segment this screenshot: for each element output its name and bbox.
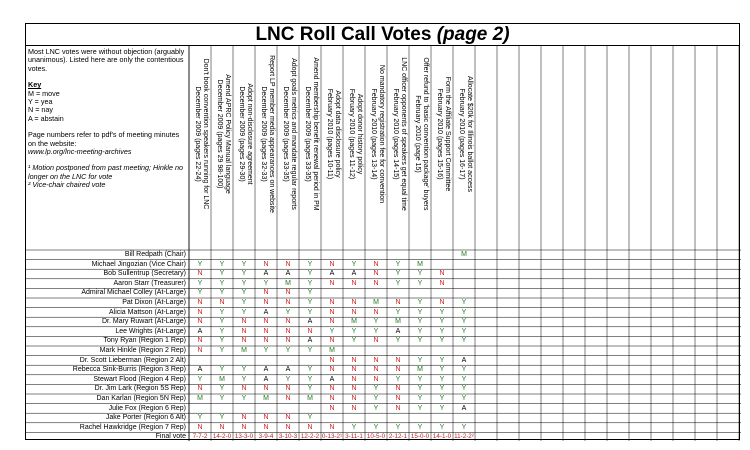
pages-note: Page numbers refer to pdf's of meeting minutes on the website: bbox=[28, 130, 180, 148]
vote-cell: N bbox=[329, 385, 335, 393]
vote-cell: N bbox=[373, 375, 379, 383]
vote-cell: A bbox=[395, 327, 401, 335]
vote-cell: Y bbox=[241, 279, 247, 287]
final-vote-tally: 3-11-1 bbox=[345, 433, 363, 441]
vote-cell: N bbox=[197, 347, 203, 354]
vote-cell: Y bbox=[307, 375, 313, 383]
vote-cell: Y bbox=[219, 279, 225, 287]
roll-call-sheet bbox=[25, 23, 740, 440]
vote-cell: N bbox=[373, 356, 379, 364]
vote-cell: N bbox=[329, 366, 335, 374]
vote-cell: N bbox=[197, 385, 203, 393]
vote-cell: M bbox=[351, 318, 357, 326]
vote-header: No mandatory registration fee for convention February 2010 (pages 13-14) bbox=[370, 64, 385, 204]
member-name: Dr. Jim Lark (Region 5S Rep) bbox=[94, 385, 186, 393]
vote-cell: Y bbox=[373, 327, 379, 335]
vote-cell: N bbox=[329, 356, 335, 364]
vote-cell: Y bbox=[439, 366, 445, 374]
vote-cell: Y bbox=[395, 308, 401, 316]
vote-cell: N bbox=[439, 279, 445, 287]
vote-cell: M bbox=[461, 251, 467, 258]
vote-cell: Y bbox=[307, 270, 313, 278]
key-move: M = move bbox=[28, 88, 60, 98]
vote-cell: N bbox=[285, 289, 291, 297]
vote-cell: A bbox=[329, 375, 335, 383]
vote-cell: N bbox=[329, 299, 335, 306]
vote-cell: Y bbox=[395, 270, 401, 278]
key-yea: Y = yea bbox=[28, 97, 53, 107]
vote-cell: Y bbox=[285, 375, 291, 383]
vote-cell: N bbox=[263, 299, 269, 306]
vote-cell: N bbox=[351, 356, 357, 364]
member-name: Rachel Hawkridge (Region 7 Rep) bbox=[79, 423, 186, 431]
vote-cell: Y bbox=[197, 260, 203, 268]
vote-cell: Y bbox=[351, 337, 357, 345]
vote-cell: N bbox=[241, 318, 247, 326]
vote-cell: Y bbox=[329, 327, 335, 335]
final-vote-tally: 2-12-1 bbox=[388, 433, 408, 441]
page-title: LNC Roll Call Votes (page 2) bbox=[26, 24, 739, 46]
final-vote-tally: 15-0-0 bbox=[410, 433, 430, 441]
vote-cell: N bbox=[285, 318, 291, 326]
vote-cell: N bbox=[197, 308, 203, 316]
vote-cell: N bbox=[241, 423, 247, 431]
vote-cell: Y bbox=[417, 375, 423, 383]
vote-cell: N bbox=[395, 356, 401, 364]
member-name: Mark Hinkle (Region 2 Rep) bbox=[99, 347, 186, 354]
vote-cell: N bbox=[373, 308, 379, 316]
vote-cell: A bbox=[461, 356, 467, 364]
member-name: Lee Wrights (At-Large) bbox=[115, 327, 186, 335]
vote-cell: N bbox=[329, 395, 335, 402]
vote-cell: N bbox=[241, 337, 247, 345]
member-name: Pat Dixon (At-Large) bbox=[122, 299, 186, 306]
vote-cell: Y bbox=[197, 289, 203, 297]
vote-cell: Y bbox=[197, 414, 203, 422]
vote-header: Adopt donor history policy February 2010 (pages 11-12) bbox=[348, 88, 363, 180]
vote-header: Adopt non-disclosure agreement December 2009 (pages 29-30) bbox=[238, 83, 253, 185]
final-vote-tally: 7-7-2 bbox=[192, 433, 208, 441]
vote-cell: N bbox=[263, 318, 269, 326]
member-name: Rebecca Sink-Burris (Region 3 Rep) bbox=[72, 366, 186, 374]
vote-cell: Y bbox=[197, 375, 203, 383]
vote-cell: N bbox=[373, 270, 379, 278]
vote-cell: A bbox=[351, 270, 357, 278]
vote-cell: N bbox=[263, 327, 269, 335]
vote-cell: Y bbox=[219, 308, 225, 316]
vote-header: Don't book convention speakers running for LNC December 2009 (pages 22-24) bbox=[194, 58, 209, 210]
vote-cell: M bbox=[241, 347, 247, 354]
vote-cell: N bbox=[197, 337, 203, 345]
vote-cell: N bbox=[285, 260, 291, 268]
vote-cell: Y bbox=[307, 289, 313, 297]
vote-cell: N bbox=[285, 337, 291, 345]
member-name: Bob Sullentrup (Secretary) bbox=[103, 270, 186, 278]
vote-cell: A bbox=[263, 366, 269, 374]
vote-cell: Y bbox=[219, 270, 225, 278]
vote-cell: M bbox=[373, 299, 379, 306]
vote-cell: N bbox=[329, 279, 335, 287]
vote-cell: Y bbox=[461, 385, 467, 393]
vote-cell: Y bbox=[417, 270, 423, 278]
vote-cell: Y bbox=[219, 414, 225, 422]
vote-cell: N bbox=[351, 395, 357, 402]
vote-cell: N bbox=[307, 423, 313, 431]
vote-cell: N bbox=[329, 308, 335, 316]
vote-cell: N bbox=[395, 366, 401, 374]
final-vote-tally: 10-5-0 bbox=[366, 433, 386, 441]
vote-cell: A bbox=[197, 327, 203, 335]
member-name: Dr. Scott Lieberman (Region 2 Alt) bbox=[79, 356, 186, 364]
vote-cell: N bbox=[351, 279, 357, 287]
vote-cell: Y bbox=[373, 404, 379, 412]
vote-cell: N bbox=[307, 327, 313, 335]
vote-cell: N bbox=[439, 299, 445, 306]
vote-cell: Y bbox=[439, 327, 445, 335]
vote-cell: A bbox=[461, 404, 467, 412]
vote-cell: N bbox=[263, 385, 269, 393]
vote-cell: Y bbox=[351, 423, 357, 431]
vote-cell: A bbox=[285, 366, 291, 374]
vote-cell: Y bbox=[219, 385, 225, 393]
vote-cell: N bbox=[197, 299, 203, 306]
vote-cell: N bbox=[197, 270, 203, 278]
vote-cell: Y bbox=[219, 260, 225, 268]
vote-cell: Y bbox=[395, 279, 401, 287]
vote-cell: Y bbox=[219, 347, 225, 354]
vote-cell: M bbox=[307, 395, 313, 402]
vote-cell: Y bbox=[307, 347, 313, 354]
vote-cell: N bbox=[373, 260, 379, 268]
vote-cell: Y bbox=[461, 327, 467, 335]
vote-cell: Y bbox=[417, 308, 423, 316]
member-name: Tony Ryan (Region 1 Rep) bbox=[103, 337, 186, 345]
vote-cell: N bbox=[351, 366, 357, 374]
vote-cell: Y bbox=[219, 395, 225, 402]
vote-cell: N bbox=[329, 337, 335, 345]
vote-cell: N bbox=[285, 299, 291, 306]
vote-cell: N bbox=[241, 327, 247, 335]
vote-cell: Y bbox=[285, 308, 291, 316]
member-name: Admiral Michael Colley (At-Large) bbox=[81, 289, 186, 297]
vote-cell: Y bbox=[307, 385, 313, 393]
vote-cell: N bbox=[351, 299, 357, 306]
key-heading: Key bbox=[28, 80, 42, 90]
vote-cell: Y bbox=[461, 299, 467, 306]
vote-cell: Y bbox=[263, 279, 269, 287]
vote-cell: Y bbox=[461, 395, 467, 402]
vote-cell: A bbox=[263, 270, 269, 278]
vote-cell: Y bbox=[417, 337, 423, 345]
member-name: Dr. Mary Ruwart (At-Large) bbox=[101, 318, 186, 326]
vote-cell: Y bbox=[373, 385, 379, 393]
member-name: Aaron Starr (Treasurer) bbox=[113, 279, 186, 287]
vote-cell: Y bbox=[219, 289, 225, 297]
vote-cell: Y bbox=[417, 356, 423, 364]
vote-cell: A bbox=[307, 318, 313, 326]
vote-cell: M bbox=[417, 366, 423, 374]
final-vote-tally: 0-13-2¹ bbox=[321, 433, 343, 441]
vote-cell: N bbox=[241, 414, 247, 422]
final-vote-tally: 12-2-2 bbox=[300, 433, 320, 441]
vote-cell: Y bbox=[439, 375, 445, 383]
vote-cell: N bbox=[373, 366, 379, 374]
vote-cell: Y bbox=[373, 395, 379, 402]
vote-cell: N bbox=[329, 318, 335, 326]
vote-header: Amend APRC Policy Manual language December 2009 (pages 29 98-100) bbox=[216, 74, 231, 194]
vote-cell: Y bbox=[461, 375, 467, 383]
vote-cell: N bbox=[351, 385, 357, 393]
vote-header: Report LP member media appearances on website December 2009 (pages 32-33) bbox=[260, 55, 275, 213]
vote-cell: Y bbox=[373, 318, 379, 326]
vote-cell: M bbox=[197, 395, 203, 402]
vote-header: LNC officer opponents of speakers get equal time February 2010 (pages 14-15) bbox=[392, 57, 407, 211]
vote-cell: Y bbox=[439, 423, 445, 431]
vote-cell: Y bbox=[241, 308, 247, 316]
vote-cell: N bbox=[263, 337, 269, 345]
vote-header: Allocate $20k for Illinois ballot access February 2010 (pages 16-17) bbox=[458, 76, 473, 192]
vote-cell: N bbox=[329, 404, 335, 412]
vote-cell: N bbox=[285, 327, 291, 335]
footnote-1: ¹ Motion postponed from past meeting; Hinkle no longer on the LNC for vote bbox=[28, 163, 184, 181]
key-abstain: A = abstain bbox=[28, 113, 64, 123]
vote-cell: N bbox=[329, 423, 335, 431]
vote-cell: Y bbox=[373, 423, 379, 431]
vote-cell: N bbox=[329, 260, 335, 268]
vote-cell: Y bbox=[395, 260, 401, 268]
vote-cell: N bbox=[439, 270, 445, 278]
vote-cell: Y bbox=[307, 279, 313, 287]
vote-cell: A bbox=[263, 308, 269, 316]
vote-cell: N bbox=[395, 404, 401, 412]
vote-cell: M bbox=[329, 347, 335, 354]
vote-cell: Y bbox=[417, 423, 423, 431]
vote-header: Amend membership benefit renewal period in PM December 2009 (pages 33-35) bbox=[304, 57, 319, 211]
vote-cell: N bbox=[395, 385, 401, 393]
vote-cell: Y bbox=[241, 375, 247, 383]
vote-cell: N bbox=[219, 299, 225, 306]
vote-cell: Y bbox=[417, 279, 423, 287]
vote-cell: Y bbox=[307, 299, 313, 306]
key-nay: N = nay bbox=[28, 105, 53, 115]
vote-cell: Y bbox=[219, 327, 225, 335]
vote-cell: Y bbox=[439, 308, 445, 316]
vote-cell: Y bbox=[417, 385, 423, 393]
vote-cell: Y bbox=[461, 337, 467, 345]
vote-cell: Y bbox=[439, 356, 445, 364]
vote-header: Form the Affiliate Support Committee February 2010 (pages 15-16) bbox=[436, 76, 451, 192]
vote-cell: Y bbox=[461, 308, 467, 316]
vote-cell: Y bbox=[241, 395, 247, 402]
vote-cell: N bbox=[395, 299, 401, 306]
vote-cell: M bbox=[417, 260, 423, 268]
vote-cell: Y bbox=[439, 395, 445, 402]
final-vote-tally: 11-2-2² bbox=[454, 433, 474, 441]
vote-cell: Y bbox=[439, 337, 445, 345]
vote-cell: Y bbox=[307, 366, 313, 374]
vote-cell: Y bbox=[417, 299, 423, 306]
vote-header: Offer refund to 'basic convention package' buyers February 2010 (page 15) bbox=[414, 57, 429, 211]
intro-note: Most LNC votes were without objection (arguably unanimous). Listed here are only the contentious votes. bbox=[28, 47, 185, 73]
vote-cell: N bbox=[263, 260, 269, 268]
vote-cell: A bbox=[263, 375, 269, 383]
member-name: Julie Fox (Region 6 Rep) bbox=[108, 404, 186, 412]
vote-cell: N bbox=[373, 337, 379, 345]
vote-cell: Y bbox=[395, 337, 401, 345]
vote-cell: M bbox=[263, 395, 269, 402]
member-name: Jake Porter (Region 6 Alt) bbox=[105, 414, 186, 422]
vote-cell: Y bbox=[241, 366, 247, 374]
vote-cell: Y bbox=[417, 404, 423, 412]
member-name: Dan Karlan (Region 5N Rep) bbox=[96, 395, 186, 402]
vote-cell: N bbox=[197, 318, 203, 326]
vote-header: Adopt goals metrics and mandate regular reports December 2009 (pages 33-35) bbox=[282, 58, 297, 210]
vote-cell: N bbox=[373, 279, 379, 287]
vote-cell: N bbox=[285, 414, 291, 422]
vote-cell: N bbox=[285, 385, 291, 393]
vote-cell: M bbox=[219, 375, 225, 383]
vote-cell: A bbox=[197, 366, 203, 374]
vote-cell: A bbox=[329, 270, 335, 278]
vote-cell: M bbox=[285, 279, 291, 287]
vote-cell: N bbox=[263, 289, 269, 297]
final-vote-tally: 14-1-0 bbox=[432, 433, 452, 441]
vote-cell: N bbox=[263, 414, 269, 422]
vote-cell: N bbox=[197, 423, 203, 431]
vote-cell: N bbox=[219, 423, 225, 431]
final-vote-label: Final vote bbox=[155, 433, 186, 441]
vote-cell: Y bbox=[219, 318, 225, 326]
vote-cell: Y bbox=[241, 299, 247, 306]
vote-cell: Y bbox=[439, 318, 445, 326]
vote-cell: Y bbox=[219, 366, 225, 374]
final-vote-tally: 14-2-0 bbox=[212, 433, 232, 441]
vote-cell: N bbox=[285, 423, 291, 431]
vote-cell: Y bbox=[417, 318, 423, 326]
vote-cell: Y bbox=[263, 347, 269, 354]
final-vote-tally: 3-10-3 bbox=[278, 433, 298, 441]
vote-cell: N bbox=[395, 395, 401, 402]
vote-cell: Y bbox=[461, 423, 467, 431]
member-name: Stewart Flood (Region 4 Rep) bbox=[93, 375, 186, 383]
vote-cell: Y bbox=[307, 260, 313, 268]
vote-cell: N bbox=[285, 395, 291, 402]
vote-cell: Y bbox=[439, 404, 445, 412]
member-name: Bill Redpath (Chair) bbox=[124, 251, 186, 258]
vote-cell: Y bbox=[241, 260, 247, 268]
vote-cell: Y bbox=[307, 308, 313, 316]
vote-cell: N bbox=[241, 385, 247, 393]
vote-cell: M bbox=[395, 318, 401, 326]
vote-cell: Y bbox=[395, 423, 401, 431]
vote-cell: Y bbox=[197, 279, 203, 287]
member-name: Alicia Mattson (At-Large) bbox=[108, 308, 186, 316]
vote-cell: N bbox=[351, 375, 357, 383]
website-link[interactable]: www.lp.org/lnc-meeting-archives bbox=[28, 147, 132, 157]
vote-cell: Y bbox=[351, 260, 357, 268]
vote-cell: Y bbox=[395, 375, 401, 383]
footnote-2: ² Vice-chair chaired vote bbox=[28, 180, 106, 190]
vote-cell: N bbox=[351, 404, 357, 412]
vote-cell: A bbox=[307, 337, 313, 345]
vote-cell: Y bbox=[351, 327, 357, 335]
vote-cell: Y bbox=[241, 289, 247, 297]
vote-cell: Y bbox=[417, 395, 423, 402]
vote-header: Adopt data disclosure policy February 2010 (pages 10-11) bbox=[326, 88, 341, 180]
vote-cell: Y bbox=[219, 337, 225, 345]
vote-cell: Y bbox=[461, 318, 467, 326]
vote-cell: A bbox=[285, 270, 291, 278]
vote-cell: Y bbox=[439, 385, 445, 393]
vote-cell: Y bbox=[285, 347, 291, 354]
member-name: Michael Jingozian (Vice Chair) bbox=[91, 260, 186, 268]
final-vote-tally: 13-3-0 bbox=[234, 433, 254, 441]
vote-cell: N bbox=[263, 423, 269, 431]
vote-cell: Y bbox=[241, 270, 247, 278]
vote-cell: Y bbox=[417, 327, 423, 335]
vote-cell: Y bbox=[307, 414, 313, 422]
vote-cell: N bbox=[351, 308, 357, 316]
final-vote-tally: 3-9-4 bbox=[258, 433, 274, 441]
vote-cell: Y bbox=[461, 366, 467, 374]
